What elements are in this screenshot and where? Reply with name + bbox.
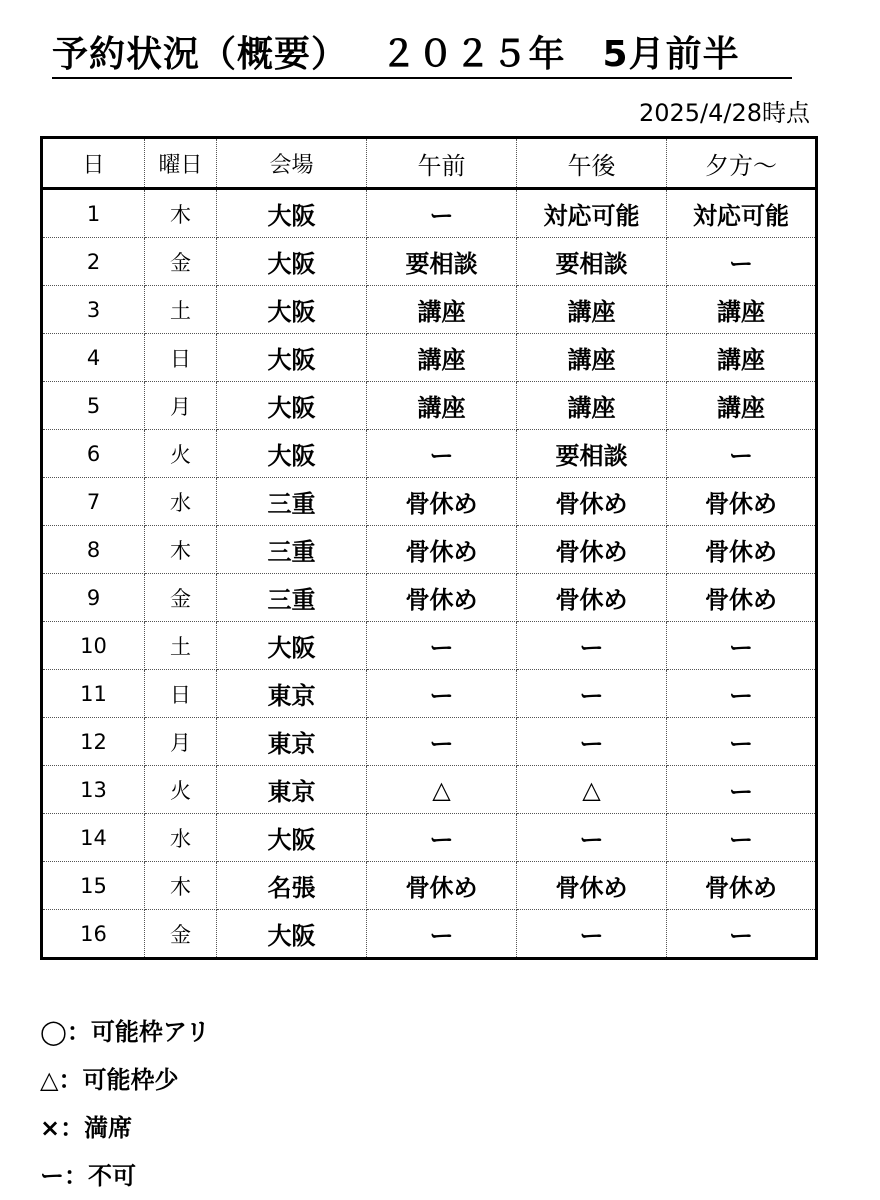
cell-morning: ー [367, 718, 517, 766]
table-row [42, 718, 817, 766]
cell-afternoon: △ [517, 766, 667, 814]
cell-afternoon: 骨休め [517, 862, 667, 910]
cell-weekday: 木 [145, 862, 217, 910]
cell-afternoon: 要相談 [517, 238, 667, 286]
legend-item: ◯：可能枠アリ [40, 1018, 210, 1046]
cell-morning: ー [367, 910, 517, 959]
cell-day: 4 [42, 334, 145, 382]
table-row [42, 478, 817, 526]
cell-evening: 骨休め [667, 862, 817, 910]
cell-morning: 骨休め [367, 862, 517, 910]
legend [40, 1008, 210, 1200]
page-title: 予約状況（概要） ２０２５年 5月前半 [52, 34, 740, 75]
title-underline [52, 77, 792, 79]
cell-morning: 要相談 [367, 238, 517, 286]
cell-evening: 骨休め [667, 478, 817, 526]
cell-day: 10 [42, 622, 145, 670]
cell-venue: 大阪 [217, 286, 367, 334]
cell-weekday: 月 [145, 382, 217, 430]
cell-morning: ー [367, 189, 517, 238]
cell-weekday: 日 [145, 670, 217, 718]
cell-weekday: 土 [145, 286, 217, 334]
cell-venue: 大阪 [217, 622, 367, 670]
cell-weekday: 水 [145, 814, 217, 862]
legend-item: ー：不可 [40, 1162, 136, 1190]
cell-evening: ー [667, 430, 817, 478]
cell-morning: △ [367, 766, 517, 814]
cell-afternoon: ー [517, 622, 667, 670]
column-header-day: 日 [42, 138, 145, 189]
table-header-row [42, 138, 817, 189]
cell-day: 16 [42, 910, 145, 959]
cell-weekday: 月 [145, 718, 217, 766]
table-row [42, 814, 817, 862]
cell-day: 9 [42, 574, 145, 622]
as-of-date: 2025/4/28時点 [638, 99, 810, 127]
cell-day: 5 [42, 382, 145, 430]
cell-afternoon: ー [517, 910, 667, 959]
table-row [42, 574, 817, 622]
cell-day: 14 [42, 814, 145, 862]
table-row [42, 430, 817, 478]
cell-evening: ー [667, 670, 817, 718]
cell-afternoon: 骨休め [517, 574, 667, 622]
cell-venue: 大阪 [217, 238, 367, 286]
cell-day: 2 [42, 238, 145, 286]
cell-day: 11 [42, 670, 145, 718]
reservation-table [40, 136, 818, 960]
cell-afternoon: ー [517, 814, 667, 862]
cell-evening: ー [667, 622, 817, 670]
cell-afternoon: 講座 [517, 286, 667, 334]
cell-morning: 骨休め [367, 574, 517, 622]
cell-weekday: 火 [145, 766, 217, 814]
cell-venue: 大阪 [217, 814, 367, 862]
cell-afternoon: ー [517, 670, 667, 718]
cell-morning: 骨休め [367, 526, 517, 574]
cell-day: 3 [42, 286, 145, 334]
table-row [42, 622, 817, 670]
table-row [42, 382, 817, 430]
cell-weekday: 金 [145, 574, 217, 622]
cell-evening: 講座 [667, 382, 817, 430]
column-header-afternoon: 午後 [517, 138, 667, 189]
cell-afternoon: 要相談 [517, 430, 667, 478]
cell-weekday: 木 [145, 526, 217, 574]
column-header-venue: 会場 [217, 138, 367, 189]
cell-evening: ー [667, 910, 817, 959]
cell-evening: 講座 [667, 286, 817, 334]
table-row [42, 910, 817, 959]
cell-venue: 大阪 [217, 382, 367, 430]
cell-evening: ー [667, 766, 817, 814]
cell-afternoon: 対応可能 [517, 189, 667, 238]
column-header-evening: 夕方～ [667, 138, 817, 189]
cell-venue: 名張 [217, 862, 367, 910]
cell-venue: 東京 [217, 766, 367, 814]
cell-morning: ー [367, 814, 517, 862]
table-row [42, 766, 817, 814]
cell-evening: ー [667, 718, 817, 766]
table-row [42, 286, 817, 334]
cell-day: 15 [42, 862, 145, 910]
cell-venue: 東京 [217, 718, 367, 766]
cell-morning: ー [367, 622, 517, 670]
column-header-weekday: 曜日 [145, 138, 217, 189]
cell-venue: 三重 [217, 574, 367, 622]
cell-weekday: 金 [145, 910, 217, 959]
cell-afternoon: ー [517, 718, 667, 766]
cell-evening: ー [667, 814, 817, 862]
cell-day: 13 [42, 766, 145, 814]
cell-morning: 骨休め [367, 478, 517, 526]
cell-afternoon: 講座 [517, 382, 667, 430]
cell-morning: 講座 [367, 286, 517, 334]
cell-morning: ー [367, 430, 517, 478]
legend-item: ×：満席 [40, 1114, 133, 1142]
cell-evening: 対応可能 [667, 189, 817, 238]
cell-venue: 東京 [217, 670, 367, 718]
cell-weekday: 火 [145, 430, 217, 478]
cell-afternoon: 骨休め [517, 526, 667, 574]
cell-evening: ー [667, 238, 817, 286]
cell-venue: 大阪 [217, 430, 367, 478]
cell-day: 6 [42, 430, 145, 478]
cell-weekday: 金 [145, 238, 217, 286]
table-row [42, 526, 817, 574]
cell-evening: 骨休め [667, 526, 817, 574]
cell-evening: 講座 [667, 334, 817, 382]
cell-venue: 三重 [217, 526, 367, 574]
cell-morning: ー [367, 670, 517, 718]
cell-day: 8 [42, 526, 145, 574]
table-row [42, 862, 817, 910]
table-row [42, 334, 817, 382]
cell-venue: 大阪 [217, 334, 367, 382]
cell-day: 7 [42, 478, 145, 526]
table-row [42, 238, 817, 286]
cell-weekday: 木 [145, 189, 217, 238]
table-row [42, 670, 817, 718]
table-row [42, 189, 817, 238]
cell-afternoon: 講座 [517, 334, 667, 382]
cell-afternoon: 骨休め [517, 478, 667, 526]
cell-venue: 大阪 [217, 189, 367, 238]
cell-day: 1 [42, 189, 145, 238]
cell-weekday: 土 [145, 622, 217, 670]
cell-morning: 講座 [367, 382, 517, 430]
legend-item: △：可能枠少 [40, 1066, 179, 1094]
cell-weekday: 水 [145, 478, 217, 526]
cell-morning: 講座 [367, 334, 517, 382]
cell-venue: 大阪 [217, 910, 367, 959]
cell-evening: 骨休め [667, 574, 817, 622]
table-body [42, 189, 817, 959]
cell-venue: 三重 [217, 478, 367, 526]
column-header-morning: 午前 [367, 138, 517, 189]
cell-day: 12 [42, 718, 145, 766]
cell-weekday: 日 [145, 334, 217, 382]
